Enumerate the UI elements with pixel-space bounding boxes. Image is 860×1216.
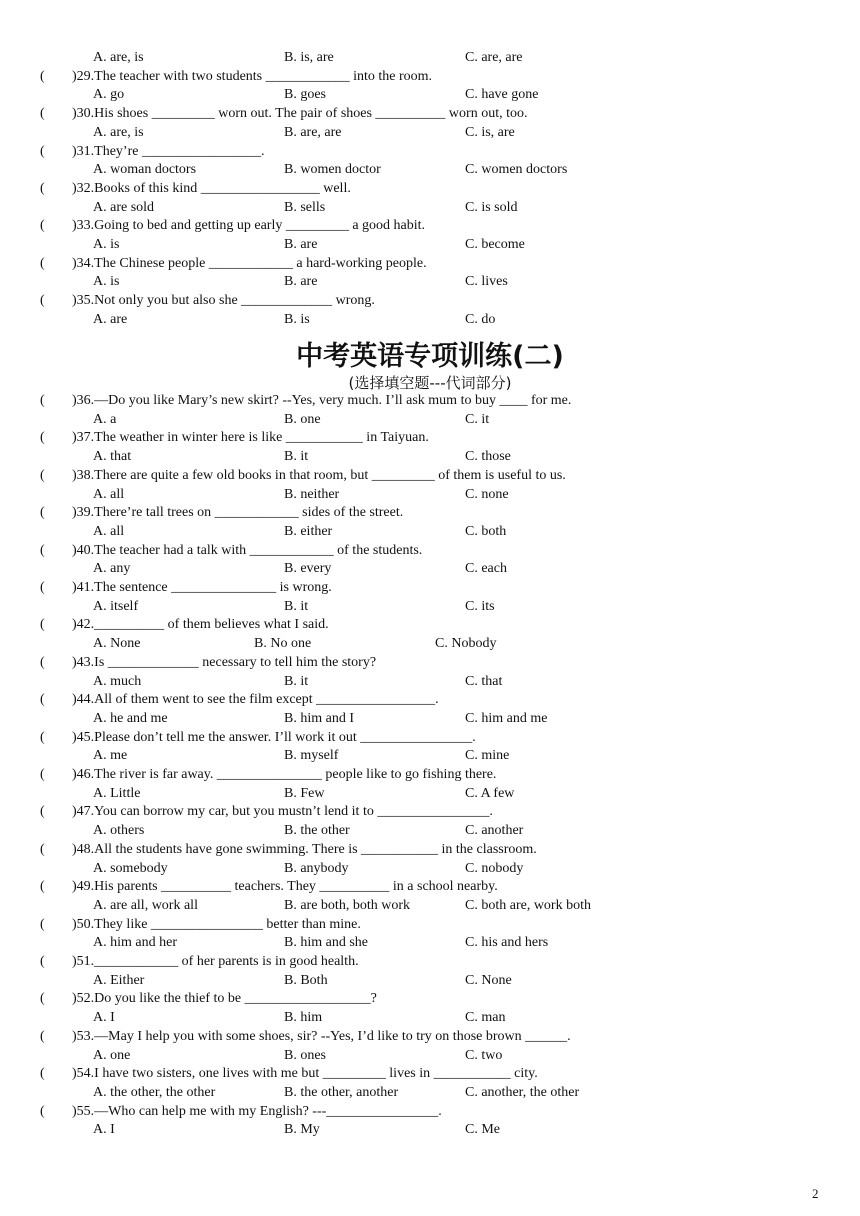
question-row [0,803,860,821]
question-row [0,429,860,447]
answer-paren[interactable]: ( [40,218,45,234]
answer-paren[interactable]: ( [40,692,45,708]
options-row [0,897,860,915]
option-c: C. Me [465,1122,500,1138]
question-stem: )36.—Do you like Mary’s new skirt? --Yes, very much. I’ll ask mum to buy ____ for me. [72,393,572,408]
option-a: A. None [93,636,141,652]
option-a: A. any [93,561,131,577]
answer-paren[interactable]: ( [40,654,45,670]
question-row [0,292,860,310]
option-a: A. me [93,748,128,764]
option-a: A. I [93,1122,115,1138]
answer-paren[interactable]: ( [40,430,45,446]
option-c: C. nobody [465,860,524,876]
option-b: B. every [284,561,332,577]
option-b: B. women doctor [284,162,381,178]
question-row [0,916,860,934]
option-b: B. sells [284,199,326,215]
question-stem: )39.There’re tall trees on ____________ sides of the street. [72,505,404,521]
option-a: A. Little [93,785,141,801]
options-row [0,236,860,254]
option-c: C. mine [465,748,510,764]
answer-paren[interactable]: ( [40,841,45,857]
option-a: A. are, is [93,50,144,65]
question-row [0,1028,860,1046]
option-a: A. is [93,274,120,290]
answer-paren[interactable]: ( [40,106,45,122]
option-c: C. two [465,1047,503,1063]
answer-paren[interactable]: ( [40,916,45,932]
options-row [0,49,860,67]
option-b: B. are both, both work [284,897,410,913]
question-stem: )42.__________ of them believes what I said. [72,617,329,633]
option-c: C. do [465,311,496,327]
answer-paren[interactable]: ( [40,1028,45,1044]
question-row [0,467,860,485]
question-row [0,542,860,560]
answer-paren[interactable]: ( [40,617,45,633]
option-a: A. the other, the other [93,1084,216,1100]
option-a: A. are, is [93,124,144,140]
option-a: A. him and her [93,935,177,951]
option-a: A. others [93,823,145,839]
question-stem: )53.—May I help you with some shoes, sir? --Yes, I’d like to try on those brown ______. [72,1028,571,1044]
options-row [0,86,860,104]
options-row [0,560,860,578]
option-b: B. are, are [284,124,342,140]
option-c: C. lives [465,274,508,290]
option-b: B. myself [284,748,339,764]
option-b: B. is [284,311,310,327]
answer-paren[interactable]: ( [40,1066,45,1082]
question-row [0,691,860,709]
option-a: A. go [93,87,125,103]
option-c: C. his and hers [465,935,549,951]
options-row [0,161,860,179]
options-row [0,486,860,504]
answer-paren[interactable]: ( [40,1103,45,1119]
answer-paren[interactable]: ( [40,767,45,782]
option-b: B. are [284,237,318,252]
option-a: A. are sold [93,199,155,215]
options-row [0,785,860,803]
question-stem: )33.Going to bed and getting up early _________ a good habit. [72,218,426,234]
option-c: C. man [465,1010,506,1026]
option-c: C. its [465,598,495,614]
options-row [0,1121,860,1139]
question-stem: )32.Books of this kind _________________ well. [72,180,351,196]
option-a: A. woman doctors [93,162,197,178]
question-row [0,1065,860,1083]
question-stem: )44.All of them went to see the film except _________________. [72,692,439,708]
question-stem: )35.Not only you but also she _____________ wrong. [72,293,375,309]
question-stem: )52.Do you like the thief to be __________________? [72,991,377,1007]
question-stem: )47.You can borrow my car, but you mustn’t lend it to ________________. [72,804,493,820]
answer-paren[interactable]: ( [40,467,45,483]
option-c: C. become [465,237,525,252]
option-c: C. both are, work both [465,897,591,913]
options-row [0,1009,860,1027]
answer-paren[interactable]: ( [40,954,45,969]
answer-paren[interactable]: ( [40,804,45,820]
option-c: C. it [465,411,490,427]
option-a: A. is [93,237,120,252]
option-b: B. are [284,274,318,290]
options-row [0,972,860,990]
option-b: B. No one [254,636,312,652]
question-row [0,68,860,86]
options-row [0,860,860,878]
option-c: C. Nobody [435,636,497,652]
option-b: B. Few [284,785,325,801]
option-a: A. are [93,311,128,327]
option-b: B. one [284,411,321,427]
option-b: B. the other, another [284,1084,399,1100]
options-row [0,448,860,466]
section-subtitle: (选择填空题---代词部分) [348,374,512,392]
answer-paren[interactable]: ( [40,542,45,558]
answer-paren[interactable]: ( [40,255,45,271]
question-row [0,579,860,597]
option-a: A. that [93,449,132,465]
options-row [0,710,860,728]
options-row [0,673,860,691]
option-c: C. are, are [465,50,523,65]
option-a: A. all [93,523,125,539]
options-row [0,635,860,653]
option-b: B. it [284,449,309,465]
option-a: A. I [93,1010,115,1026]
options-row [0,1047,860,1065]
question-stem: )45.Please don’t tell me the answer. I’ll work it out ________________. [72,729,476,745]
question-row [0,1103,860,1121]
options-row [0,273,860,291]
question-row [0,990,860,1008]
option-c: C. women doctors [465,162,568,178]
option-c: C. is sold [465,199,518,215]
answer-paren[interactable]: ( [40,505,45,521]
option-c: C. have gone [465,87,539,103]
question-stem: )51.____________ of her parents is in good health. [72,954,359,969]
question-row [0,180,860,198]
option-a: A. are all, work all [93,897,198,913]
options-row [0,747,860,765]
answer-paren[interactable]: ( [40,293,45,309]
question-row [0,255,860,273]
option-b: B. either [284,523,333,539]
options-row [0,523,860,541]
option-a: A. Either [93,972,145,988]
option-b: B. anybody [284,860,349,876]
option-a: A. itself [93,598,139,614]
question-stem: )37.The weather in winter here is like ___________ in Taiyuan. [72,430,429,446]
option-c: C. none [465,486,509,502]
answer-paren[interactable]: ( [40,143,45,159]
option-b: B. ones [284,1047,326,1063]
option-c: C. him and me [465,710,548,726]
question-row [0,654,860,672]
option-b: B. My [284,1122,320,1138]
option-a: A. a [93,411,117,427]
answer-paren[interactable]: ( [40,991,45,1007]
question-row [0,105,860,123]
question-stem: )38.There are quite a few old books in that room, but _________ of them is useful to us. [72,467,566,483]
options-row [0,311,860,329]
question-row [0,143,860,161]
question-stem: )54.I have two sisters, one lives with me but _________ lives in ___________ city. [72,1066,538,1082]
question-stem: )40.The teacher had a talk with ____________ of the students. [72,542,423,558]
option-a: A. all [93,486,125,502]
answer-paren[interactable]: ( [40,879,45,895]
option-b: B. the other [284,823,350,839]
question-stem: )34.The Chinese people ____________ a hard-working people. [72,255,427,271]
question-stem: )30.His shoes _________ worn out. The pair of shoes __________ worn out, too. [72,106,528,122]
options-row [0,1084,860,1102]
question-stem: )50.They like ________________ better than mine. [72,916,361,932]
question-row [0,392,860,410]
option-a: A. he and me [93,710,168,726]
option-c: C. another, the other [465,1084,580,1100]
question-stem: )55.—Who can help me with my English? ---________________. [72,1103,442,1119]
question-stem: )46.The river is far away. _______________ people like to go fishing there. [72,767,497,782]
question-row [0,616,860,634]
question-row [0,504,860,522]
question-stem: )31.They’re _________________. [72,143,265,159]
page-number: 2 [812,1186,819,1201]
options-row [0,124,860,142]
option-c: C. that [465,673,503,689]
option-b: B. it [284,673,309,689]
option-c: C. A few [465,785,515,801]
question-row [0,766,860,784]
option-b: B. him and I [284,710,354,726]
option-b: B. him and she [284,935,368,951]
option-c: C. both [465,523,507,539]
option-b: B. him [284,1010,323,1026]
answer-paren[interactable]: ( [40,393,45,408]
option-c: C. None [465,972,512,988]
option-b: B. it [284,598,309,614]
option-b: B. goes [284,87,326,103]
question-row [0,878,860,896]
option-c: C. is, are [465,124,515,140]
answer-paren[interactable]: ( [40,180,45,196]
answer-paren[interactable]: ( [40,729,45,745]
option-b: B. is, are [284,50,334,65]
option-c: C. each [465,561,507,577]
question-row [0,217,860,235]
options-row [0,934,860,952]
question-row [0,841,860,859]
options-row [0,598,860,616]
section-title: 中考英语专项训练(二) [296,341,564,372]
options-row [0,411,860,429]
options-row [0,822,860,840]
question-stem: )41.The sentence _______________ is wrong. [72,580,332,595]
option-a: A. much [93,673,142,689]
question-stem: )49.His parents __________ teachers. They __________ in a school nearby. [72,879,498,895]
question-stem: )48.All the students have gone swimming. There is ___________ in the classroom. [72,841,537,857]
answer-paren[interactable]: ( [40,68,45,84]
question-stem: )29.The teacher with two students ____________ into the room. [72,68,433,84]
option-a: A. one [93,1047,131,1063]
options-row [0,199,860,217]
option-c: C. those [465,449,511,465]
question-stem: )43.Is _____________ necessary to tell him the story? [72,654,377,670]
option-b: B. Both [284,972,328,988]
answer-paren[interactable]: ( [40,580,45,595]
option-a: A. somebody [93,860,168,876]
question-row [0,953,860,971]
option-c: C. another [465,823,524,839]
question-row [0,729,860,747]
option-b: B. neither [284,486,340,502]
